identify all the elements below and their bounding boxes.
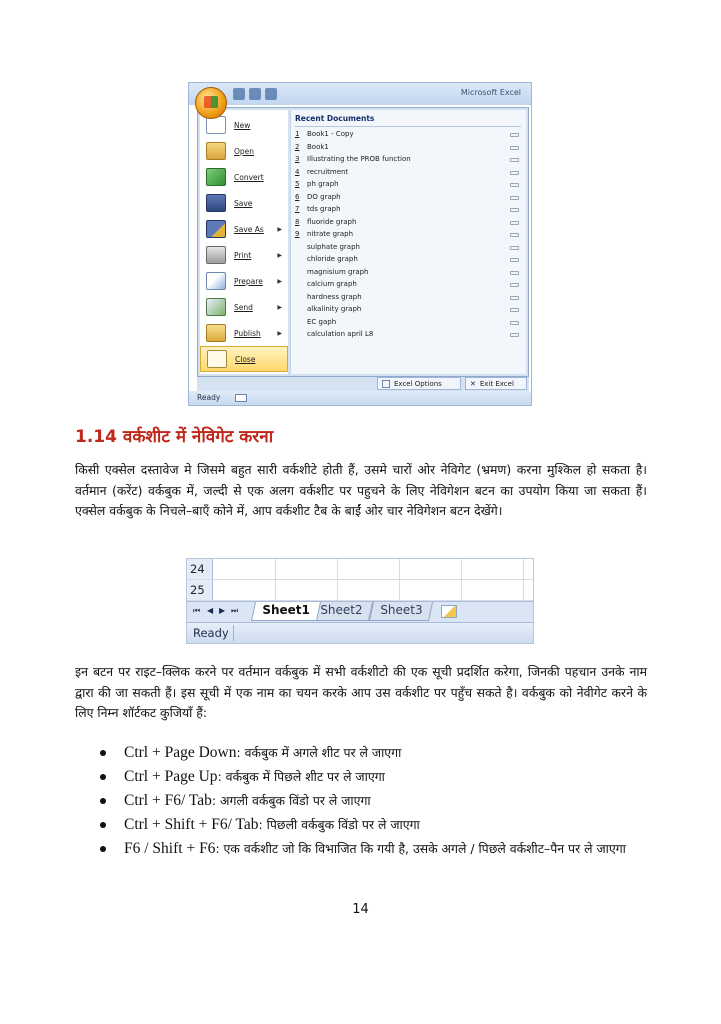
recent-document-name: calcium graph xyxy=(307,280,357,288)
cell[interactable] xyxy=(213,580,276,600)
menu-commands xyxy=(200,110,288,374)
quick-access-toolbar xyxy=(233,88,277,100)
exit-excel-label: Exit Excel xyxy=(479,379,514,388)
menu-item-publish[interactable] xyxy=(200,320,288,346)
recent-document-number: 4 xyxy=(295,167,300,176)
shortcut-desc: : अगली वर्कबुक विंडो पर ले जाएगा xyxy=(211,793,371,808)
recent-document-number: 1 xyxy=(295,130,300,138)
cell[interactable] xyxy=(461,580,524,600)
menu-item-convert[interactable] xyxy=(200,164,288,190)
recent-document-name: DO graph xyxy=(307,192,341,201)
recent-document-number: 5 xyxy=(295,180,300,188)
pin-icon[interactable] xyxy=(510,221,519,225)
recent-document-item[interactable] xyxy=(295,205,523,217)
recent-document-number: 7 xyxy=(295,205,300,213)
recent-document-number: 8 xyxy=(295,217,300,226)
recent-document-name: EC gaph xyxy=(307,317,337,326)
recent-document-name: nitrate graph xyxy=(307,230,354,238)
recent-document-name: fluoride graph xyxy=(307,217,357,226)
list-item xyxy=(98,839,648,859)
recent-document-name: alkalinity graph xyxy=(307,305,362,313)
pin-icon[interactable] xyxy=(510,283,519,287)
sheet-tabs-screenshot xyxy=(186,558,534,644)
row-number[interactable]: 24 xyxy=(187,559,213,579)
page-number: 14 xyxy=(352,902,369,917)
submenu-arrow-icon: ▶ xyxy=(277,225,282,233)
menu-item-label: Close xyxy=(235,354,256,364)
save-quick-icon[interactable] xyxy=(233,88,245,100)
pin-icon[interactable] xyxy=(510,196,519,200)
recent-document-item[interactable] xyxy=(295,243,523,255)
shortcut-desc: : वर्कबुक में पिछले शीट पर ले जाएगा xyxy=(217,769,385,784)
pin-icon[interactable] xyxy=(510,208,519,212)
shortcut-desc: : एक वर्कशीट जो कि विभाजित कि गयी है, उसके अगले / पिछले वर्कशीट–पैन पर ले जाएगा xyxy=(215,841,626,856)
pin-icon[interactable] xyxy=(510,271,519,275)
menu-item-label: Prepare xyxy=(234,276,263,286)
recent-document-number: 2 xyxy=(295,142,300,151)
printer-icon xyxy=(206,246,226,264)
recent-document-name: Book1 xyxy=(307,142,329,151)
menu-item-label: Publish xyxy=(234,328,261,338)
recent-document-number: 3 xyxy=(295,155,300,163)
recent-document-item[interactable] xyxy=(295,130,523,142)
menu-item-label: Print xyxy=(234,250,252,260)
insert-sheet-icon[interactable] xyxy=(441,605,457,618)
menu-item-label: Convert xyxy=(234,172,264,182)
tab-sheet3[interactable] xyxy=(369,602,433,621)
tab-label: Sheet1 xyxy=(262,603,310,617)
first-sheet-icon[interactable]: ⏮ xyxy=(193,606,201,615)
send-icon xyxy=(206,298,226,316)
pin-icon[interactable] xyxy=(510,146,519,150)
recent-document-name: Book1 - Copy xyxy=(307,130,354,138)
menu-footer xyxy=(197,377,529,391)
cell[interactable] xyxy=(337,580,400,600)
grid-row xyxy=(187,580,533,601)
recent-document-item[interactable] xyxy=(295,280,523,292)
pin-icon[interactable] xyxy=(510,158,519,162)
recent-document-item[interactable] xyxy=(295,230,523,242)
save-disk-icon xyxy=(206,194,226,212)
shortcut-key: F6 / Shift + F6 xyxy=(124,840,216,857)
status-bar xyxy=(187,622,533,643)
pin-icon[interactable] xyxy=(510,171,519,175)
menu-item-label: Save As xyxy=(234,224,264,234)
recent-document-item[interactable] xyxy=(295,268,523,280)
options-icon xyxy=(382,380,390,388)
sheet-tab-bar xyxy=(187,601,533,622)
open-folder-icon xyxy=(206,142,226,160)
tab-label: Sheet3 xyxy=(380,603,423,617)
menu-item-label: Save xyxy=(234,198,253,208)
pin-icon[interactable] xyxy=(510,321,519,325)
grid-row xyxy=(187,559,533,580)
window-title: Microsoft Excel xyxy=(460,88,521,97)
menu-item-close[interactable] xyxy=(200,346,288,372)
list-item xyxy=(98,791,648,811)
submenu-arrow-icon: ▶ xyxy=(277,303,282,311)
recent-document-number: 6 xyxy=(295,192,300,201)
exit-x-icon: ✕ xyxy=(470,379,476,388)
list-item xyxy=(98,815,648,835)
exit-excel-button[interactable] xyxy=(465,377,527,390)
shortcut-desc: : पिछली वर्कबुक विंडो पर ले जाएगा xyxy=(258,817,420,832)
excel-options-button[interactable] xyxy=(377,377,461,390)
pin-icon[interactable] xyxy=(510,333,519,337)
convert-icon xyxy=(206,168,226,186)
save-as-icon xyxy=(206,220,226,238)
recent-document-name: hardness graph xyxy=(307,292,362,301)
paragraph-navigation-intro: किसी एक्सेल दस्तावेज मे जिसमे बहुत सारी वर्कशीटे होती हैं, उसमे चारों ओर नेविगेट (भ्रमण) करना मुश्किल हो सकता है। वर्तमान (करेंट) वर्कबुक में, जल्दी से एक अलग वर्कशीट पर पहुचने के लिए नेविगेशन बटन का उपयोग किया जा सकता हैं। एक्सेल वर्कबुक के निचले–बाएँ कोने में, आप वर्कशीट टैब के बाईं ओर चार नेविगेशन बटन देखेंगे। xyxy=(75,462,647,518)
recent-document-item[interactable] xyxy=(295,305,523,317)
menu-item-label: New xyxy=(234,120,251,130)
cell[interactable] xyxy=(213,559,276,579)
menu-item-send[interactable] xyxy=(200,294,288,320)
publish-icon xyxy=(206,324,226,342)
list-item xyxy=(98,767,648,787)
submenu-arrow-icon: ▶ xyxy=(277,329,282,337)
submenu-arrow-icon: ▶ xyxy=(277,251,282,259)
menu-item-label: Send xyxy=(234,302,253,312)
recent-document-item[interactable] xyxy=(295,255,523,267)
menu-item-label: Open xyxy=(234,146,255,156)
paragraph-shortcut-intro: इन बटन पर राइट–क्लिक करने पर वर्तमान वर्कबुक में सभी वर्कशीटो की एक सूची प्रदर्शित करेगा, जिनकी पहचान उनके नाम द्वारा की जा सकती हैं। इस सूची में एक नाम का चयन करके आप उस वर्कशीट पर पहुँच सकते है। वर्कबुक को नेवीगेट करने के लिए निम्न शॉर्टकट कुजियाँ हैं: xyxy=(75,664,647,720)
menu-item-save-as[interactable] xyxy=(200,216,288,242)
recent-document-name: tds graph xyxy=(307,205,341,213)
recent-document-item[interactable] xyxy=(295,168,523,180)
divider xyxy=(295,126,521,127)
recent-document-item[interactable] xyxy=(295,218,523,230)
cell[interactable] xyxy=(337,559,400,579)
pin-icon[interactable] xyxy=(510,246,519,250)
recent-document-item[interactable] xyxy=(295,318,523,330)
list-item xyxy=(98,743,648,763)
pin-icon[interactable] xyxy=(510,296,519,300)
pin-icon[interactable] xyxy=(510,233,519,237)
office-button-icon[interactable] xyxy=(195,87,227,119)
recent-document-name: Illustrating the PROB function xyxy=(307,155,411,163)
status-text: Ready xyxy=(193,626,229,640)
office-menu-screenshot xyxy=(188,82,532,406)
recent-document-item[interactable] xyxy=(295,155,523,167)
recent-documents-header: Recent Documents xyxy=(295,114,375,123)
section-heading: 1.14 वर्कशीट में नेविगेट करना xyxy=(75,427,274,447)
recent-document-item[interactable] xyxy=(295,193,523,205)
recent-document-name: chloride graph xyxy=(307,255,358,263)
recent-document-name: ph graph xyxy=(307,180,339,188)
pin-icon[interactable] xyxy=(510,133,519,137)
menu-item-open[interactable] xyxy=(200,138,288,164)
status-bar xyxy=(189,391,531,405)
recent-documents-panel xyxy=(290,110,526,374)
shortcut-key: Ctrl + Shift + F6/ Tab xyxy=(124,816,259,833)
recent-document-item[interactable] xyxy=(295,143,523,155)
recent-document-name: recruitment xyxy=(307,167,349,176)
recent-document-item[interactable] xyxy=(295,330,523,342)
excel-title-bar xyxy=(189,83,531,105)
prepare-icon xyxy=(206,272,226,290)
shortcut-desc: : वर्कबुक में अगले शीट पर ले जाएगा xyxy=(236,745,402,760)
shortcut-key: Ctrl + Page Down xyxy=(124,744,237,761)
excel-options-label: Excel Options xyxy=(394,379,442,388)
office-menu xyxy=(197,107,529,377)
recent-document-item[interactable] xyxy=(295,180,523,192)
recent-document-name: magnisium graph xyxy=(307,267,369,276)
divider xyxy=(233,625,234,641)
cell[interactable] xyxy=(275,559,338,579)
tab-label: Sheet2 xyxy=(320,603,363,617)
cell[interactable] xyxy=(275,580,338,600)
pin-icon[interactable] xyxy=(510,308,519,312)
shortcut-key: Ctrl + F6/ Tab xyxy=(124,792,212,809)
status-text: Ready xyxy=(197,393,221,402)
last-sheet-icon[interactable]: ⏭ xyxy=(231,606,239,615)
macro-record-icon[interactable] xyxy=(235,394,247,402)
close-folder-icon xyxy=(207,350,227,368)
recent-document-number: 9 xyxy=(295,230,300,238)
cell[interactable] xyxy=(399,559,462,579)
menu-item-prepare[interactable] xyxy=(200,268,288,294)
shortcut-list xyxy=(98,743,648,863)
submenu-arrow-icon: ▶ xyxy=(277,277,282,285)
next-sheet-icon[interactable]: ▶ xyxy=(219,606,226,615)
recent-document-item[interactable] xyxy=(295,293,523,305)
cell[interactable] xyxy=(399,580,462,600)
cell[interactable] xyxy=(461,559,524,579)
pin-icon[interactable] xyxy=(510,183,519,187)
recent-document-name: sulphate graph xyxy=(307,242,360,251)
recent-document-name: calculation april L8 xyxy=(307,330,374,338)
undo-icon[interactable] xyxy=(249,88,261,100)
tab-sheet1[interactable] xyxy=(251,602,321,621)
menu-item-save[interactable] xyxy=(200,190,288,216)
prev-sheet-icon[interactable]: ◀ xyxy=(207,606,214,615)
row-number[interactable]: 25 xyxy=(187,580,213,600)
redo-icon[interactable] xyxy=(265,88,277,100)
pin-icon[interactable] xyxy=(510,258,519,262)
shortcut-key: Ctrl + Page Up xyxy=(124,768,218,785)
menu-item-print[interactable] xyxy=(200,242,288,268)
